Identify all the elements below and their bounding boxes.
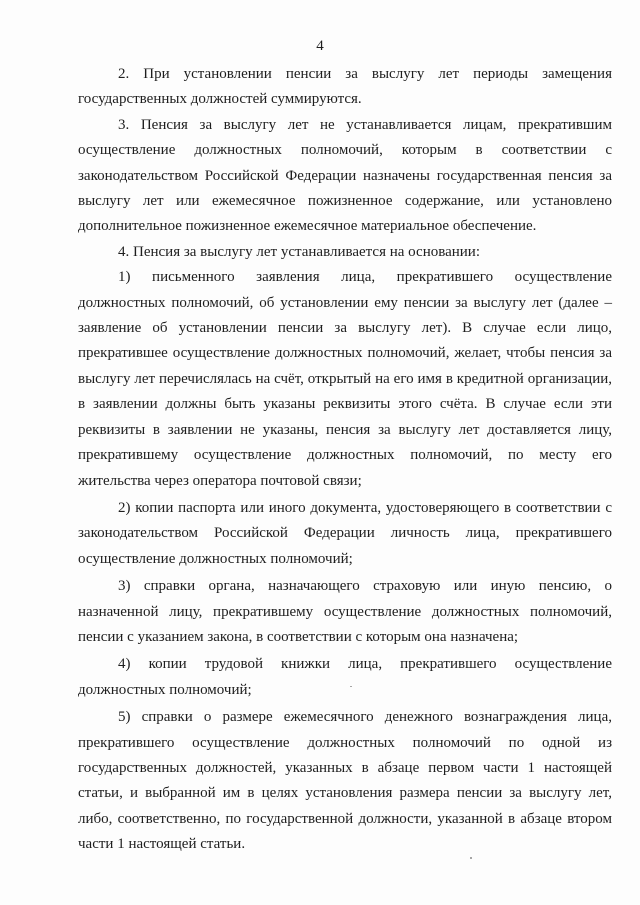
paragraph-3: 3. Пенсия за выслугу лет не устанавливается лицам, прекратившим осуществление должностных полномочий, которым в соответствии с законодательством Российской Федерации назначены государственная пенсия за выслугу лет или ежемесячное пожизненное содержание, или установлено дополнительное пожизненное ежемесячное материальное обеспечение. <box>78 116 612 235</box>
paragraph-4-item-3: 3) справки органа, назначающего страховую или иную пенсию, о назначенной лицу, прекратившему осуществление должностных полномочий, пенсии с указанием закона, в соответствии с которым она назначена; <box>78 578 612 645</box>
paragraph-4-item-5: 5) справки о размере ежемесячного денежного вознаграждения лица, прекратившего осуществление должностных полномочий по одной из государственных должностей, указанных в абзаце первом части 1 настоящей статьи, и выбранной им в целях установления размера пенсии за выслугу лет, либо, соответственно, по государственной должности, указанной в абзаце втором части 1 настоящей статьи. <box>78 709 612 853</box>
scan-artifact <box>350 686 352 687</box>
document-body <box>78 62 612 858</box>
page-number: 4 <box>316 38 324 54</box>
paragraph-4: 4. Пенсия за выслугу лет устанавливается на основании: <box>118 243 481 260</box>
paragraph-4-item-4: 4) копии трудовой книжки лица, прекратившего осуществление должностных полномочий; <box>78 656 612 698</box>
paragraph-4-item-1: 1) письменного заявления лица, прекратившего осуществление должностных полномочий, об установлении ему пенсии за выслугу лет (далее – заявление об установлении пенсии за выслугу лет). В случае если лицо, прекратившее осуществление должностных полномочий, желает, чтобы пенсия за выслугу лет перечислялась на счёт, открытый на его имя в кредитной организации, в заявлении должны быть указаны реквизиты этого счёта. В случае если эти реквизиты в заявлении не указаны, пенсия за выслугу лет доставляется лицу, прекратившему осуществление должностных полномочий, по месту его жительства через оператора почтовой связи; <box>78 269 612 489</box>
scan-artifact <box>470 857 472 859</box>
paragraph-4-item-2: 2) копии паспорта или иного документа, удостоверяющего в соответствии с законодательством Российской Федерации личность лица, прекратившего осуществление должностных полномочий; <box>78 499 612 567</box>
paragraph-2: 2. При установлении пенсии за выслугу лет периоды замещения государственных должностей суммируются. <box>78 66 612 108</box>
